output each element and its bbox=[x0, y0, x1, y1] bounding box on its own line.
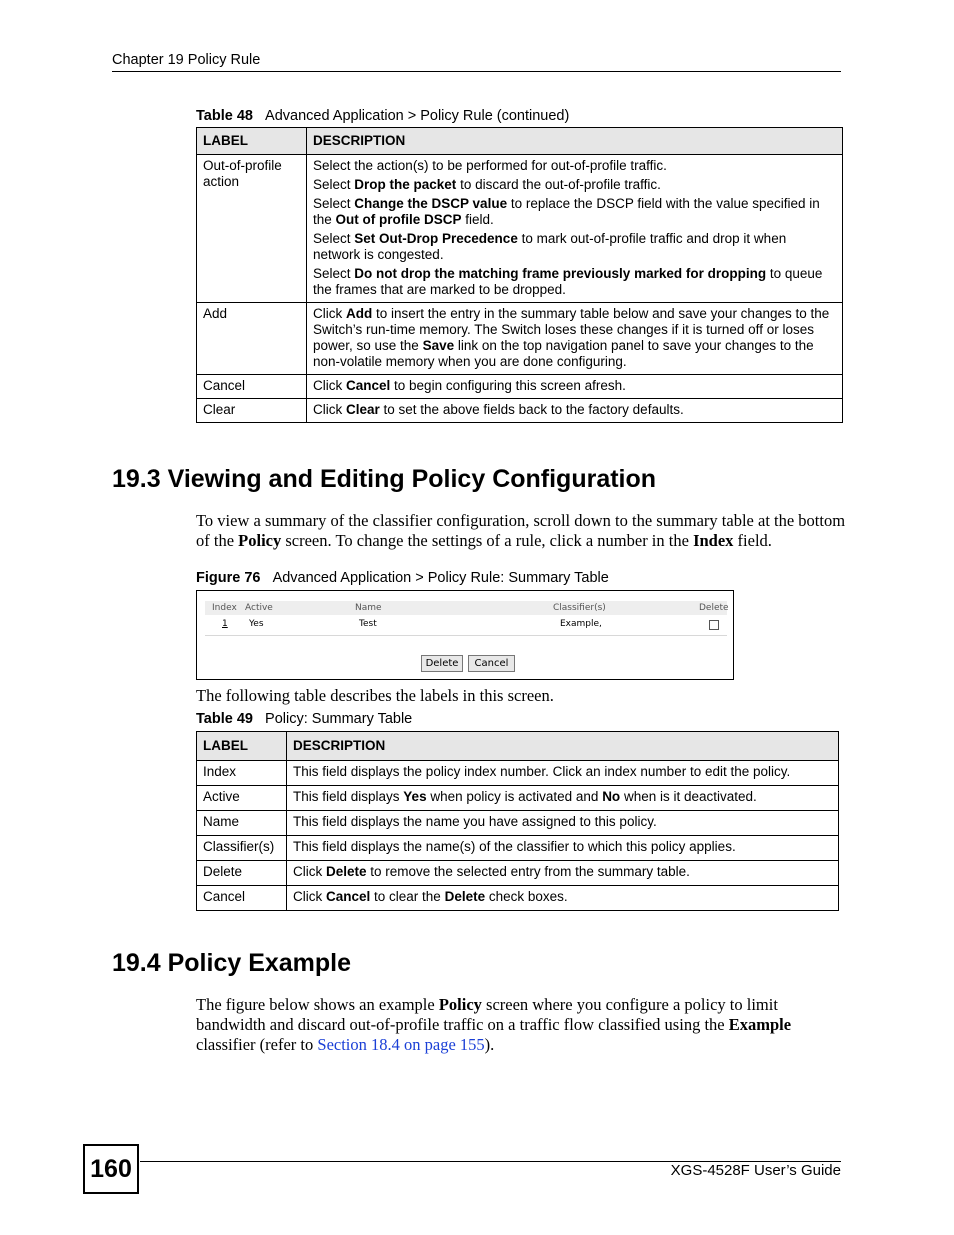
bold-term: Yes bbox=[403, 789, 427, 804]
bold-term: Out of profile DSCP bbox=[335, 212, 462, 227]
description-column-header: DESCRIPTION bbox=[287, 732, 839, 761]
table-row bbox=[197, 861, 839, 886]
bold-term: Cancel bbox=[346, 378, 391, 393]
table49-caption-label: Table 49 bbox=[196, 711, 253, 727]
row-label: Index bbox=[197, 761, 287, 786]
bold-term: Set Out-Drop Precedence bbox=[354, 231, 518, 246]
bold-term: Policy bbox=[438, 995, 482, 1014]
delete-checkbox[interactable] bbox=[709, 620, 719, 630]
bold-term: Delete bbox=[444, 889, 486, 904]
text: to begin configuring this screen afresh. bbox=[390, 378, 626, 393]
active-header: Active bbox=[245, 603, 273, 613]
text: when is it deactivated. bbox=[620, 789, 757, 804]
row-description bbox=[287, 761, 839, 786]
text: to queue the frames that are marked to be dropped. bbox=[313, 266, 823, 297]
bold-term: Policy bbox=[238, 531, 282, 550]
bold-term: Drop the packet bbox=[354, 177, 457, 192]
row-label: Classifier(s) bbox=[197, 836, 287, 861]
delete-button[interactable]: Delete bbox=[421, 655, 463, 672]
table48-caption-label: Table 48 bbox=[196, 108, 253, 124]
label-column-header: LABEL bbox=[197, 128, 307, 155]
text: Select bbox=[313, 196, 355, 211]
text: This field displays the policy index number. Click an index number to edit the policy. bbox=[293, 764, 791, 779]
table-header-row bbox=[197, 732, 839, 761]
text: This field displays the name(s) of the classifier to which this policy applies. bbox=[293, 839, 736, 854]
guide-title: XGS-4528F User’s Guide bbox=[670, 1162, 841, 1179]
desc-paragraph bbox=[313, 177, 836, 193]
table-row bbox=[197, 811, 839, 836]
row-label: Clear bbox=[197, 399, 307, 423]
row-label: Cancel bbox=[197, 886, 287, 911]
table48-caption bbox=[196, 108, 569, 124]
description-column-header: DESCRIPTION bbox=[307, 128, 843, 155]
section-18-4-link[interactable]: Section 18.4 on page 155 bbox=[317, 1035, 485, 1054]
name-value: Test bbox=[359, 619, 377, 629]
text: link on the top navigation panel to save your changes to the non-volatile memory when you are done configuring. bbox=[313, 338, 814, 369]
text: Click bbox=[293, 864, 326, 879]
figure76-caption bbox=[196, 570, 609, 586]
text: This field displays bbox=[293, 789, 404, 804]
table48-caption-title: Advanced Application > Policy Rule (continued) bbox=[265, 108, 570, 124]
row-description bbox=[287, 786, 839, 811]
text: to set the above fields back to the factory defaults. bbox=[379, 402, 684, 417]
text: To view a summary of the classifier configuration, scroll down to the summary table at the bottom of the bbox=[196, 511, 846, 550]
row-description bbox=[287, 811, 839, 836]
label-column-header: LABEL bbox=[197, 732, 287, 761]
section-19-4-paragraph bbox=[196, 995, 836, 1055]
bold-term: Save bbox=[422, 338, 455, 353]
row-description bbox=[287, 886, 839, 911]
text: Click bbox=[313, 306, 346, 321]
text: to mark out-of-profile traffic and drop it when network is congested. bbox=[313, 231, 787, 262]
figure76-caption-title: Advanced Application > Policy Rule: Summary Table bbox=[272, 570, 609, 586]
section-19-3-paragraph bbox=[196, 511, 846, 551]
row-label: Name bbox=[197, 811, 287, 836]
bold-term: Do not drop the matching frame previously marked for dropping bbox=[354, 266, 767, 281]
bold-term: Index bbox=[693, 531, 734, 550]
text: to discard the out-of-profile traffic. bbox=[456, 177, 661, 192]
desc-paragraph bbox=[313, 266, 836, 298]
chapter-header: Chapter 19 Policy Rule bbox=[112, 52, 261, 68]
row-description bbox=[307, 399, 843, 423]
row-label: Cancel bbox=[197, 375, 307, 399]
classifiers-header: Classifier(s) bbox=[553, 603, 606, 613]
text: to remove the selected entry from the summary table. bbox=[366, 864, 690, 879]
row-description bbox=[307, 303, 843, 375]
text: The figure below shows an example bbox=[196, 995, 439, 1014]
table-row bbox=[197, 375, 843, 399]
header-rule bbox=[112, 71, 841, 72]
text: Select bbox=[313, 231, 355, 246]
text: to insert the entry in the summary table below and save your changes to the Switch’s run-time memory. The Switch loses these changes if it is turned off or loses power, so use the bbox=[313, 306, 830, 353]
text: This field displays the name you have assigned to this policy. bbox=[293, 814, 657, 829]
text: to replace the DSCP field with the value specified in the bbox=[313, 196, 820, 227]
table-row bbox=[197, 836, 839, 861]
bold-term: Delete bbox=[326, 864, 367, 879]
index-header: Index bbox=[212, 603, 237, 613]
summary-table-screenshot bbox=[196, 590, 734, 680]
row-label: Delete bbox=[197, 861, 287, 886]
text: Click bbox=[313, 378, 346, 393]
text: when policy is activated and bbox=[426, 789, 603, 804]
classifiers-value: Example, bbox=[560, 619, 602, 629]
row-description bbox=[287, 861, 839, 886]
index-link[interactable]: 1 bbox=[222, 619, 228, 629]
cancel-button[interactable]: Cancel bbox=[468, 655, 515, 672]
row-label: Add bbox=[197, 303, 307, 375]
desc-paragraph bbox=[313, 231, 836, 263]
text: Click bbox=[313, 402, 346, 417]
bold-term: Clear bbox=[346, 402, 380, 417]
active-value: Yes bbox=[249, 619, 264, 629]
table-row bbox=[197, 786, 839, 811]
figure76-caption-label: Figure 76 bbox=[196, 570, 261, 586]
row-description bbox=[307, 155, 843, 303]
text: Select bbox=[313, 266, 355, 281]
name-header: Name bbox=[355, 603, 382, 613]
table-row bbox=[197, 399, 843, 423]
text: to clear the bbox=[370, 889, 445, 904]
text: Click bbox=[293, 889, 326, 904]
row-label: Active bbox=[197, 786, 287, 811]
text: field. bbox=[733, 531, 772, 550]
text: field. bbox=[461, 212, 494, 227]
text: check boxes. bbox=[485, 889, 568, 904]
following-table-text: The following table describes the labels in this screen. bbox=[196, 686, 554, 705]
summary-table-row bbox=[205, 617, 727, 631]
bold-term: No bbox=[602, 789, 621, 804]
row-label: Out-of-profile action bbox=[197, 155, 307, 303]
row-description bbox=[287, 836, 839, 861]
page-number: 160 bbox=[83, 1144, 139, 1194]
bold-term: Add bbox=[346, 306, 373, 321]
text: screen where you configure a policy to limit bandwidth and discard out-of-profile traffic on a traffic flow classified using the bbox=[196, 995, 778, 1034]
table49-caption bbox=[196, 711, 412, 727]
table48 bbox=[196, 127, 843, 423]
desc-paragraph bbox=[313, 196, 836, 228]
text: Select bbox=[313, 177, 355, 192]
table-header-row bbox=[197, 128, 843, 155]
section-19-3-heading: 19.3 Viewing and Editing Policy Configuration bbox=[112, 465, 657, 493]
bold-term: Change the DSCP value bbox=[354, 196, 508, 211]
bold-term: Cancel bbox=[326, 889, 371, 904]
table-row bbox=[197, 155, 843, 303]
table-row bbox=[197, 761, 839, 786]
table49 bbox=[196, 731, 839, 911]
desc-paragraph: Select the action(s) to be performed for out-of-profile traffic. bbox=[313, 158, 667, 173]
row-description bbox=[307, 375, 843, 399]
text: screen. To change the settings of a rule, click a number in the bbox=[281, 531, 694, 550]
summary-table-header bbox=[205, 601, 727, 615]
bold-term: Example bbox=[728, 1015, 792, 1034]
text: ). bbox=[484, 1035, 495, 1054]
row-divider bbox=[205, 635, 727, 636]
text: classifier (refer to bbox=[196, 1035, 318, 1054]
table-row bbox=[197, 886, 839, 911]
table-row bbox=[197, 303, 843, 375]
section-19-4-heading: 19.4 Policy Example bbox=[112, 949, 352, 977]
table49-caption-title: Policy: Summary Table bbox=[265, 711, 413, 727]
delete-header: Delete bbox=[699, 603, 729, 613]
